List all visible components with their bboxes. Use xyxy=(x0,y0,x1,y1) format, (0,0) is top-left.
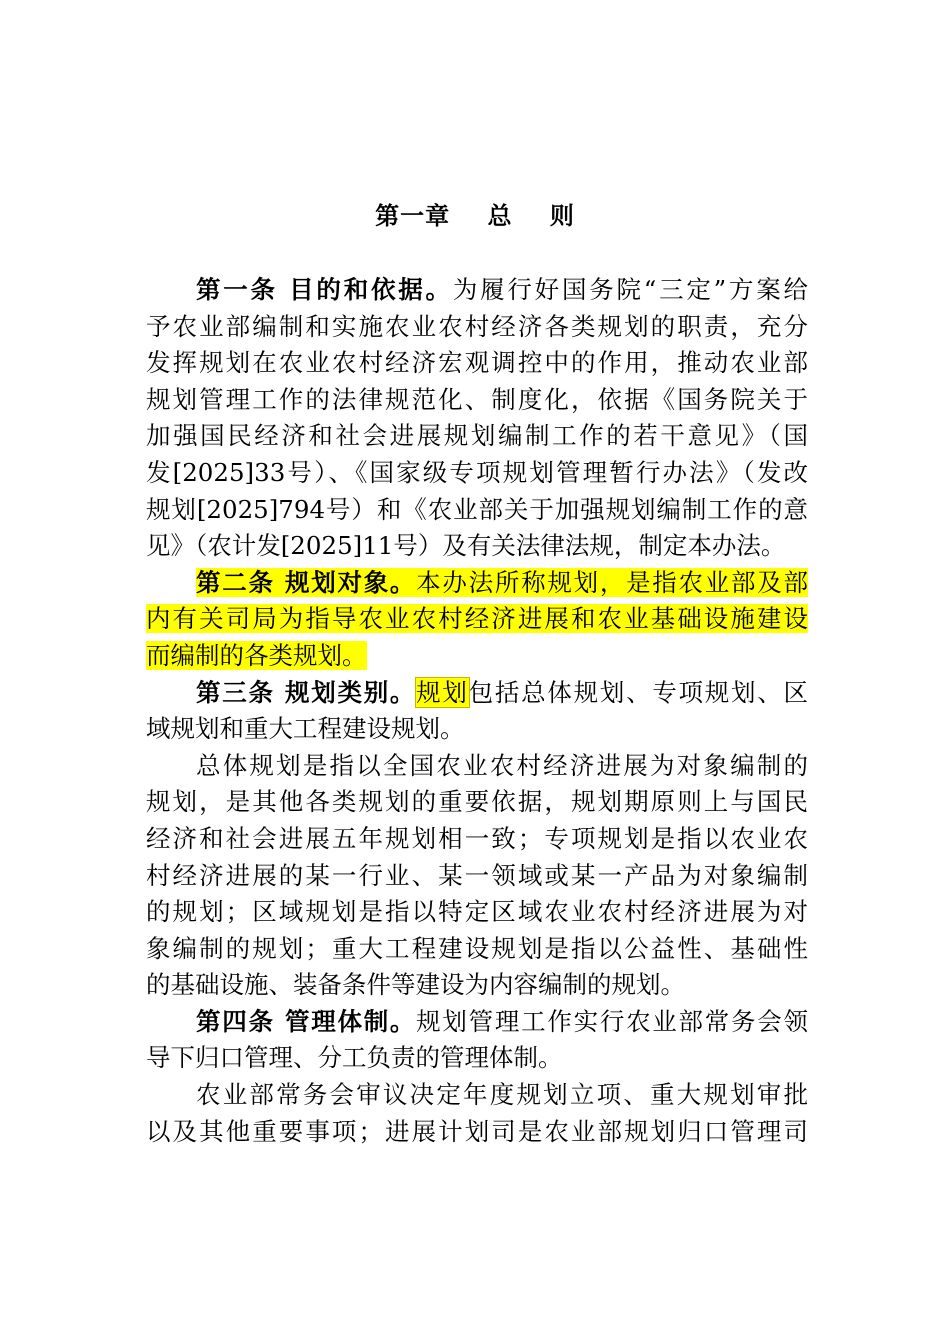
overall-paragraph-line: 村经济进展的某一行业、某一领域或某一产品为对象编制 xyxy=(146,860,808,890)
article-3-line: 域规划和重大工程建设规划。 xyxy=(146,714,465,744)
highlighted-word: 规划 xyxy=(416,677,469,707)
article-2-line xyxy=(146,565,808,602)
article-1-heading: 第一条 目的和依据。 xyxy=(196,275,453,304)
article-2-line: 内有关司局为指导农业农村经济进展和农业基础设施建设 xyxy=(146,604,808,634)
overall-paragraph-line: 的基础设施、装备条件等建设为内容编制的规划。 xyxy=(146,970,685,1000)
article-2-line: 而编制的各类规划。 xyxy=(146,640,367,670)
article-1-line: 见》（农计发[2025]11号）及有关法律法规，制定本办法。 xyxy=(146,531,786,561)
management-paragraph-line: 以及其他重要事项；进展计划司是农业部规划归口管理司 xyxy=(146,1116,808,1146)
article-1-line: 发挥规划在农业农村经济宏观调控中的作用，推动农业部 xyxy=(146,348,808,378)
article-1-line: 予农业部编制和实施农业农村经济各类规划的职责，充分 xyxy=(146,311,808,341)
article-3-heading: 第三条 规划类别。 xyxy=(196,677,417,707)
article-1-line: 加强国民经济和社会进展规划编制工作的若干意见》（国 xyxy=(146,421,808,451)
article-4-line: 导下归口管理、分工负责的管理体制。 xyxy=(146,1043,563,1073)
article-3-line: 第三条 规划类别。规划包括总体规划、专项规划、区 xyxy=(196,677,809,707)
overall-paragraph-line: 规划，是其他各类规划的重要依据，规划期原则上与国民 xyxy=(146,787,808,817)
article-4-heading: 第四条 管理体制。 xyxy=(196,1006,417,1036)
overall-paragraph-line: 象编制的规划；重大工程建设规划是指以公益性、基础性 xyxy=(146,933,808,963)
article-1-line: 发[2025]33号）、《国家级专项规划管理暂行办法》（发改 xyxy=(146,457,808,487)
article-1-line: 规划管理工作的法律规范化、制度化，依据《国务院关于 xyxy=(146,384,808,414)
management-paragraph-line: 农业部常务会审议决定年度规划立项、重大规划审批 xyxy=(196,1080,808,1110)
article-2-heading: 第二条 规划对象。 xyxy=(196,567,417,597)
chapter-title: 第一章 总 则 xyxy=(375,202,575,230)
article-4-line: 第四条 管理体制。规划管理工作实行农业部常务会领 xyxy=(196,1006,808,1036)
article-2-highlight: 第二条 规划对象。本办法所称规划，是指农业部及部 xyxy=(196,567,808,597)
document-body xyxy=(146,272,808,1150)
overall-paragraph-line: 经济和社会进展五年规划相一致；专项规划是指以农业农 xyxy=(146,823,808,853)
article-1-line: 第一条 目的和依据。为履行好国务院“三定”方案给 xyxy=(196,275,808,304)
overall-paragraph-line: 总体规划是指以全国农业农村经济进展为对象编制的 xyxy=(196,750,808,780)
article-1-line: 规划[2025]794号）和《农业部关于加强规划编制工作的意 xyxy=(146,494,808,524)
overall-paragraph-line: 的规划；区域规划是指以特定区域农业农村经济进展为对 xyxy=(146,897,808,927)
